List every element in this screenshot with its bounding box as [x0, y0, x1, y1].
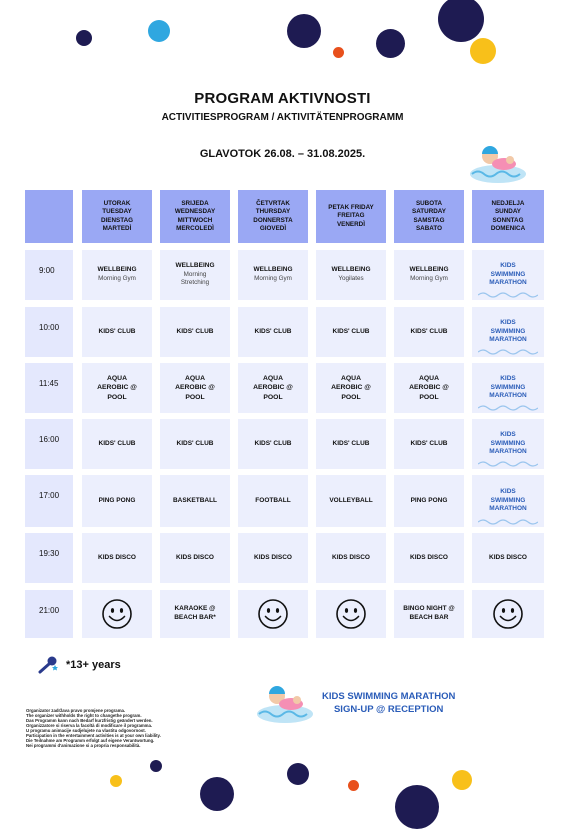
page-title: PROGRAM AKTIVNOSTI — [194, 90, 371, 107]
marathon-title: KIDS SWIMMING MARATHON — [322, 691, 456, 702]
activity-content — [95, 374, 139, 402]
activity-content — [177, 440, 214, 449]
day-header — [160, 190, 230, 243]
activity-cell — [394, 475, 464, 527]
day-header — [82, 190, 152, 243]
activity-name: AQUA AEROBIC @ POOL — [253, 375, 293, 401]
activity-content — [173, 374, 217, 402]
activity-cell — [394, 590, 464, 638]
activity-cell — [316, 250, 386, 300]
kids-marathon-label: KIDS SWIMMING MARATHON — [489, 430, 527, 456]
marathon-signup-note — [322, 690, 455, 717]
disclaimer-line: Organizzatore si riserva la facoltà di modificare il programma. — [26, 722, 153, 728]
day-name: SUNDAY — [494, 208, 521, 215]
kids-marathon-label: KIDS SWIMMING MARATHON — [489, 374, 527, 400]
activity-cell — [82, 307, 152, 357]
activity-content — [98, 554, 136, 563]
activity-content — [99, 497, 136, 506]
smiley-icon — [257, 598, 289, 630]
activity-content — [176, 554, 214, 563]
swimmer-illustration — [254, 680, 316, 724]
activity-name: BASKETBALL — [172, 496, 218, 504]
activity-name: KIDS DISCO — [489, 553, 527, 561]
kids-marathon-label: KIDS SWIMMING MARATHON — [489, 487, 527, 513]
day-name: THURSDAY — [255, 208, 291, 215]
day-name: SABATO — [415, 225, 442, 232]
activity-cell — [394, 250, 464, 300]
activity-content — [172, 262, 218, 288]
activity-content — [255, 440, 292, 449]
activity-name: KIDS DISCO — [254, 553, 292, 561]
activity-cell — [316, 419, 386, 469]
wave-icon — [478, 405, 538, 411]
activity-cell — [160, 307, 230, 357]
activity-cell — [238, 307, 308, 357]
day-header-label — [175, 200, 215, 234]
day-name: ČETVRTAK — [256, 199, 290, 207]
decor-dot — [110, 775, 122, 787]
decor-dot — [333, 47, 344, 58]
activity-cell — [160, 250, 230, 300]
activity-content — [173, 497, 217, 506]
day-name: DONNERSTA — [253, 216, 293, 224]
activity-content — [406, 266, 452, 283]
decor-dot — [148, 20, 170, 42]
smiley-icon — [335, 598, 367, 630]
time-cell: 21:00 — [25, 590, 73, 638]
day-name: SUBOTA — [415, 199, 443, 207]
activity-name: PING PONG — [98, 496, 136, 504]
activity-cell — [160, 533, 230, 583]
disclaimer-line: Nei programmi d'animazione si a propria responsabilità. — [26, 742, 141, 748]
time-cell: 10:00 — [25, 307, 73, 357]
activity-name: KIDS DISCO — [98, 553, 136, 561]
activity-content — [255, 497, 290, 506]
activity-cell — [160, 363, 230, 413]
decor-dot — [76, 30, 92, 46]
activity-cell — [82, 533, 152, 583]
activity-name: AQUA AEROBIC @ POOL — [175, 375, 215, 401]
activity-content — [332, 554, 370, 563]
activity-cell — [472, 363, 544, 413]
activity-cell — [472, 307, 544, 357]
activity-cell — [82, 419, 152, 469]
day-name: SAMSTAG — [413, 216, 445, 224]
disclaimer-line: Die Teilnahme am Programm erfolgt auf eigene Verantwortung. — [26, 737, 155, 743]
disclaimer-line: Participation in the entertainment activities is at your own liability. — [26, 732, 161, 738]
day-name: WEDNESDAY — [174, 208, 216, 215]
day-header-label — [253, 200, 292, 234]
time-cell: 11:45 — [25, 363, 73, 413]
activity-cell — [316, 590, 386, 638]
activity-name: KIDS' CLUB — [410, 439, 448, 447]
disclaimer-line: The organizer withholds the right to changethe program. — [26, 712, 142, 718]
activity-cell — [238, 475, 308, 527]
day-header-label — [412, 200, 446, 234]
activity-cell — [472, 419, 544, 469]
day-name: GIOVEDÌ — [259, 225, 287, 232]
activity-cell — [316, 533, 386, 583]
activity-cell — [316, 363, 386, 413]
activity-cell — [238, 363, 308, 413]
disclaimer-line: U programu animacije sudjelujete na vlastitu odgovornost. — [26, 727, 146, 733]
activity-cell — [160, 419, 230, 469]
activity-name: KIDS' CLUB — [98, 439, 136, 447]
activity-cell — [394, 419, 464, 469]
activity-content — [329, 497, 372, 506]
activity-content — [255, 328, 292, 337]
decor-dot — [287, 763, 309, 785]
activity-content — [411, 440, 448, 449]
activity-content — [254, 554, 292, 563]
day-name: SATURDAY — [412, 208, 446, 215]
activity-content — [410, 554, 448, 563]
activity-name: KIDS' CLUB — [332, 327, 370, 335]
activity-content — [94, 266, 140, 283]
wave-icon — [478, 461, 538, 467]
schedule-table — [25, 190, 546, 638]
activity-content — [99, 440, 136, 449]
activity-cell — [82, 250, 152, 300]
decor-dot — [395, 785, 439, 829]
activity-cell — [238, 590, 308, 638]
decor-dot — [438, 0, 484, 42]
decor-dot — [348, 780, 359, 791]
day-header — [238, 190, 308, 243]
activity-cell — [82, 363, 152, 413]
disclaimer-line: Organizator zadržava pravo promjene programa. — [26, 708, 126, 713]
activity-cell — [238, 250, 308, 300]
day-name: SRIJEDA — [181, 199, 209, 207]
kids-marathon-label: KIDS SWIMMING MARATHON — [489, 261, 527, 287]
activity-name: KIDS' CLUB — [176, 327, 214, 335]
day-name: DOMENICA — [490, 225, 526, 232]
activity-cell — [394, 307, 464, 357]
activity-content — [251, 374, 295, 402]
bottom-decorative-dots — [0, 732, 565, 800]
day-header — [316, 190, 386, 243]
activity-name: KIDS' CLUB — [254, 327, 292, 335]
activity-content — [333, 440, 370, 449]
activity-cell — [238, 533, 308, 583]
activity-name: KIDS' CLUB — [410, 327, 448, 335]
activity-content — [411, 328, 448, 337]
day-name: DIENSTAG — [100, 216, 134, 224]
activity-cell — [394, 363, 464, 413]
activity-name: KIDS DISCO — [176, 553, 214, 561]
wave-icon — [478, 519, 538, 525]
activity-cell — [160, 475, 230, 527]
activity-name: KIDS DISCO — [410, 553, 448, 561]
day-name: MERCOLEDÌ — [176, 225, 214, 232]
day-header-label — [491, 200, 525, 234]
activity-name: WELLBEING — [409, 266, 449, 274]
day-name: MITTWOCH — [177, 216, 213, 224]
day-name: TUESDAY — [102, 208, 132, 215]
disclaimer-line: Das Programm kann nach Bedarf kurzfristig geändert werden. — [26, 717, 153, 723]
activity-content — [177, 328, 214, 337]
activity-name: KIDS' CLUB — [98, 327, 136, 335]
activity-content — [407, 374, 451, 402]
page-subtitle: ACTIVITIESPROGRAM / AKTIVITÄTENPROGRAMM — [161, 112, 404, 123]
age-note — [38, 656, 121, 674]
activity-name: PING PONG — [410, 496, 448, 504]
time-cell: 19:30 — [25, 533, 73, 583]
activity-name: WELLBEING — [97, 266, 137, 274]
activity-cell — [394, 533, 464, 583]
activity-name: KIDS' CLUB — [254, 439, 292, 447]
activity-cell — [472, 590, 544, 638]
day-header-label — [328, 204, 373, 230]
day-header-label — [101, 200, 133, 234]
activity-subtitle: Morning Gym — [254, 275, 292, 283]
marathon-signup: SIGN-UP @ RECEPTION — [333, 704, 444, 716]
time-cell: 17:00 — [25, 475, 73, 527]
day-header — [394, 190, 464, 243]
activity-subtitle: Yogilates — [338, 275, 364, 283]
top-decorative-dots — [0, 0, 565, 70]
activity-content — [329, 374, 373, 402]
wave-icon — [478, 292, 538, 298]
activity-cell — [238, 419, 308, 469]
activity-name: AQUA AEROBIC @ POOL — [409, 375, 449, 401]
activity-name: WELLBEING — [175, 262, 215, 270]
time-cell: 9:00 — [25, 250, 73, 300]
activity-cell — [82, 590, 152, 638]
activity-name: VOLLEYBALL — [329, 496, 373, 504]
decor-dot — [150, 760, 162, 772]
activity-name: WELLBEING — [331, 266, 371, 274]
activity-name: AQUA AEROBIC @ POOL — [97, 375, 137, 401]
activity-cell — [472, 250, 544, 300]
date-range: GLAVOTOK 26.08. – 31.08.2025. — [199, 148, 366, 160]
day-name: SONNTAG — [492, 216, 524, 224]
decor-dot — [376, 29, 405, 58]
activity-content — [250, 266, 296, 283]
activity-name: KIDS DISCO — [332, 553, 370, 561]
swimmer-illustration — [468, 140, 528, 184]
decor-dot — [452, 770, 472, 790]
activity-cell — [472, 533, 544, 583]
activity-name: KARAOKE @ BEACH BAR* — [174, 605, 216, 621]
decor-dot — [287, 14, 321, 48]
wave-icon — [478, 349, 538, 355]
smiley-icon — [101, 598, 133, 630]
day-name: NEDJELJA — [491, 199, 525, 207]
activity-cell — [316, 307, 386, 357]
activity-subtitle: Morning Gym — [98, 275, 136, 283]
day-header — [472, 190, 544, 243]
activity-content — [489, 554, 527, 563]
activity-subtitle: Morning Gym — [410, 275, 448, 283]
activity-cell — [82, 475, 152, 527]
activity-name: BINGO NIGHT @ BEACH BAR — [403, 605, 455, 621]
activity-name: FOOTBALL — [255, 496, 291, 504]
table-corner — [25, 190, 73, 243]
activity-content — [328, 266, 374, 283]
day-name: VENERDÌ — [336, 220, 365, 228]
activity-name: AQUA AEROBIC @ POOL — [331, 375, 371, 401]
microphone-icon — [38, 656, 58, 674]
activity-name: KIDS' CLUB — [332, 439, 370, 447]
decor-dot — [470, 38, 496, 64]
activity-cell — [160, 590, 230, 638]
activity-content — [99, 328, 136, 337]
time-cell: 16:00 — [25, 419, 73, 469]
decor-dot — [200, 777, 234, 811]
activity-content — [333, 328, 370, 337]
smiley-icon — [492, 598, 524, 630]
activity-name: KIDS' CLUB — [176, 439, 214, 447]
activity-cell — [472, 475, 544, 527]
activity-content — [401, 605, 457, 623]
activity-subtitle: Morning Stretching — [180, 270, 210, 287]
kids-marathon-label: KIDS SWIMMING MARATHON — [489, 318, 527, 344]
activity-name: WELLBEING — [253, 266, 293, 274]
day-name: MARTEDÌ — [102, 225, 132, 232]
day-name: FREITAG — [337, 212, 365, 220]
activity-content — [167, 605, 223, 623]
day-name: PETAK FRIDAY — [328, 203, 374, 211]
age-note-text: *13+ years — [66, 659, 121, 671]
activity-cell — [316, 475, 386, 527]
day-name: UTORAK — [103, 199, 131, 207]
activity-content — [411, 497, 448, 506]
